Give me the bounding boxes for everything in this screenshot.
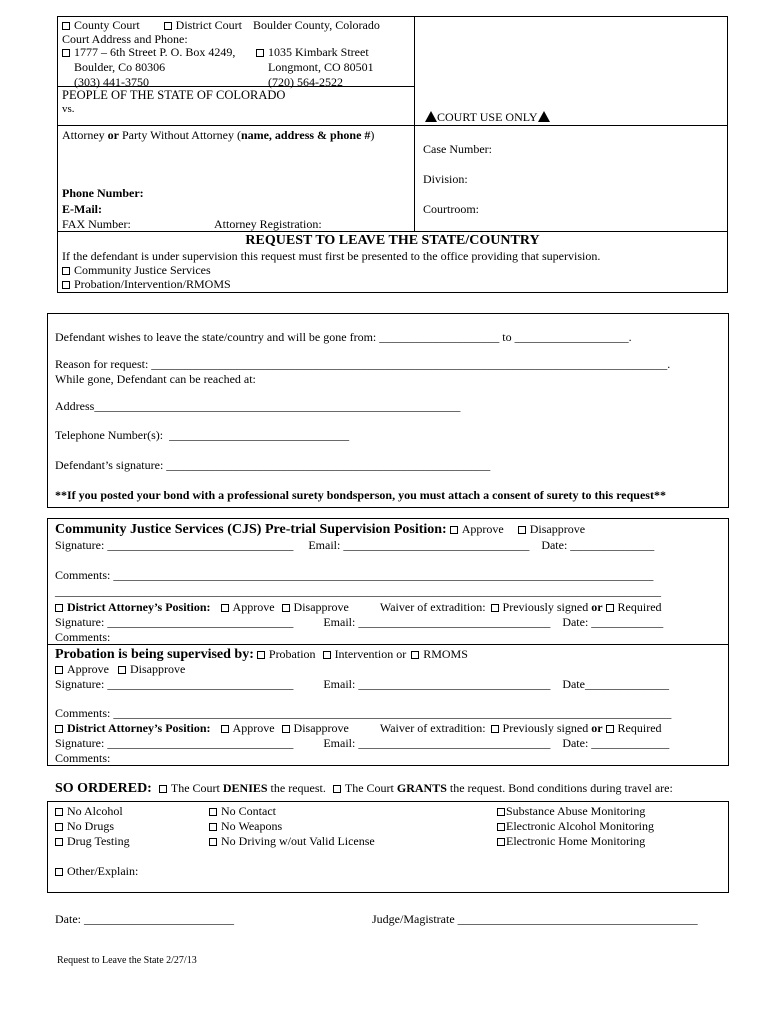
leave-dates-line[interactable]: Defendant wishes to leave the state/country and will be gone from: ____________________ to ___________________. — [55, 330, 632, 344]
conditions-col-1 — [55, 804, 130, 849]
people-label: PEOPLE OF THE STATE OF COLORADO — [62, 88, 286, 102]
positions-divider — [47, 644, 729, 645]
probation-required-checkbox[interactable] — [606, 725, 614, 733]
cjs-da-row: District Attorney’s Position: Approve Disapprove Waiver of extradition: Previously signed or Required — [55, 600, 662, 615]
cjs-da-comments: Comments: — [55, 630, 111, 644]
probation-da-comments: Comments: — [55, 751, 111, 765]
division-label: Division: — [423, 172, 468, 186]
court-type-row: County Court District Court Boulder County, Colorado — [62, 18, 380, 33]
cjs-da-checkbox[interactable] — [55, 604, 63, 612]
probation-da-checkbox[interactable] — [55, 725, 63, 733]
fax-label: FAX Number: — [62, 217, 131, 231]
county-name: Boulder County, Colorado — [253, 18, 380, 32]
attorney-label: Attorney or Party Without Attorney (name, address & phone #) — [62, 128, 375, 142]
condition-checkbox[interactable] — [55, 823, 63, 831]
condition-item[interactable]: Electronic Home Monitoring — [497, 834, 654, 849]
intervention-option-checkbox[interactable] — [323, 651, 331, 659]
triangle-up-icon — [425, 111, 437, 122]
cjs-heading-row: Community Justice Services (CJS) Pre-trial Supervision Position: Approve Disapprove — [55, 522, 586, 537]
probation-approve-checkbox[interactable] — [55, 666, 63, 674]
other-explain[interactable]: Other/Explain: — [55, 864, 138, 879]
rmoms-option-checkbox[interactable] — [411, 651, 419, 659]
condition-item[interactable]: No Driving w/out Valid License — [209, 834, 375, 849]
probation-approval-row: Approve Disapprove — [55, 662, 185, 677]
cjs-comments-line-2[interactable]: _____________________________________________________________________________________________________ — [55, 584, 661, 598]
probation-checkbox[interactable] — [62, 281, 70, 289]
county-court-checkbox[interactable] — [62, 22, 70, 30]
condition-checkbox[interactable] — [497, 808, 505, 816]
cjs-da-signature-line[interactable]: Signature: _______________________________ Email: ________________________________ Date: ____________ — [55, 615, 664, 629]
condition-checkbox[interactable] — [209, 838, 217, 846]
so-ordered-row: SO ORDERED: The Court DENIES the request. The Court GRANTS the request. Bond conditions during travel are: — [55, 781, 673, 796]
caption-divider-2 — [57, 125, 728, 126]
court-address-boulder: 1777 – 6th Street P. O. Box 4249, Boulder, Co 80306 (303) 441-3750 — [62, 45, 235, 90]
phone-label: Phone Number: — [62, 186, 144, 200]
probation-da-approve-checkbox[interactable] — [221, 725, 229, 733]
condition-checkbox[interactable] — [497, 838, 505, 846]
reason-line[interactable]: Reason for request: ______________________________________________________________________________________. — [55, 357, 671, 371]
vs-label: vs. — [62, 103, 75, 115]
court-address-longmont: 1035 Kimbark Street Longmont, CO 80501 (720) 564-2522 — [256, 45, 374, 90]
courtroom-label: Courtroom: — [423, 202, 479, 216]
other-checkbox[interactable] — [55, 868, 63, 876]
longmont-checkbox[interactable] — [256, 49, 264, 57]
cjs-comments-line[interactable]: Comments: __________________________________________________________________________________________ — [55, 568, 654, 582]
probation-option-checkbox[interactable] — [257, 651, 265, 659]
boulder-checkbox[interactable] — [62, 49, 70, 57]
defendant-signature-line[interactable]: Defendant’s signature: ______________________________________________________ — [55, 458, 491, 472]
court-use-only: COURT USE ONLY — [425, 110, 550, 125]
court-address-label: Court Address and Phone: — [62, 32, 188, 46]
condition-checkbox[interactable] — [497, 823, 505, 831]
condition-item[interactable]: No Alcohol — [55, 804, 130, 819]
form-title: REQUEST TO LEAVE THE STATE/COUNTRY — [245, 233, 540, 248]
telephone-line[interactable]: Telephone Number(s): ______________________________ — [55, 428, 350, 442]
probation-da-disapprove-checkbox[interactable] — [282, 725, 290, 733]
cjs-prev-signed-checkbox[interactable] — [491, 604, 499, 612]
supervision-note: If the defendant is under supervision this request must first be presented to the office providing that supervision. — [62, 249, 601, 263]
probation-comments-line[interactable]: Comments: _____________________________________________________________________________________________ — [55, 706, 672, 720]
cjs-da-approve-checkbox[interactable] — [221, 604, 229, 612]
surety-note: **If you posted your bond with a professional surety bondsperson, you must attach a consent of surety to this request** — [55, 488, 666, 502]
case-number-label: Case Number: — [423, 142, 492, 156]
probation-prev-signed-checkbox[interactable] — [491, 725, 499, 733]
probation-disapprove-checkbox[interactable] — [118, 666, 126, 674]
condition-item[interactable]: No Weapons — [209, 819, 375, 834]
judge-line[interactable]: Judge/Magistrate ________________________________________ — [372, 912, 698, 926]
address-line[interactable]: Address_____________________________________________________________ — [55, 399, 461, 413]
cjs-disapprove-checkbox[interactable] — [518, 526, 526, 534]
denies-checkbox[interactable] — [159, 785, 167, 793]
condition-checkbox[interactable] — [209, 823, 217, 831]
condition-checkbox[interactable] — [55, 808, 63, 816]
conditions-col-2 — [209, 804, 375, 849]
probation-heading-row: Probation is being supervised by: Probation Intervention or RMOMS — [55, 647, 468, 662]
date-line[interactable]: Date: _________________________ — [55, 912, 234, 926]
probation-da-signature-line[interactable]: Signature: _______________________________ Email: ________________________________ Date: _____________ — [55, 736, 670, 750]
triangle-up-icon — [538, 111, 550, 122]
condition-checkbox[interactable] — [209, 808, 217, 816]
condition-item[interactable]: Electronic Alcohol Monitoring — [497, 819, 654, 834]
cjs-checkbox[interactable] — [62, 267, 70, 275]
cjs-required-checkbox[interactable] — [606, 604, 614, 612]
probation-da-row: District Attorney’s Position: Approve Disapprove Waiver of extradition: Previously signed or Required — [55, 721, 662, 736]
cjs-approve-checkbox[interactable] — [450, 526, 458, 534]
condition-item[interactable]: Substance Abuse Monitoring — [497, 804, 654, 819]
form-id: Request to Leave the State 2/27/13 — [57, 955, 197, 966]
atty-reg-label: Attorney Registration: — [214, 217, 322, 231]
condition-item[interactable]: No Contact — [209, 804, 375, 819]
grants-checkbox[interactable] — [333, 785, 341, 793]
condition-item[interactable]: Drug Testing — [55, 834, 130, 849]
supervision-cjs[interactable]: Community Justice Services — [62, 263, 211, 278]
probation-signature-line[interactable]: Signature: _______________________________ Email: ________________________________ Date______________ — [55, 677, 669, 691]
district-court-checkbox[interactable] — [164, 22, 172, 30]
condition-item[interactable]: No Drugs — [55, 819, 130, 834]
cjs-signature-line[interactable]: Signature: _______________________________ Email: _______________________________ Date: ______________ — [55, 538, 655, 552]
conditions-col-3 — [497, 804, 654, 849]
supervision-probation[interactable]: Probation/Intervention/RMOMS — [62, 277, 231, 292]
email-label: E-Mail: — [62, 202, 102, 216]
reached-label: While gone, Defendant can be reached at: — [55, 372, 256, 386]
condition-checkbox[interactable] — [55, 838, 63, 846]
cjs-da-disapprove-checkbox[interactable] — [282, 604, 290, 612]
